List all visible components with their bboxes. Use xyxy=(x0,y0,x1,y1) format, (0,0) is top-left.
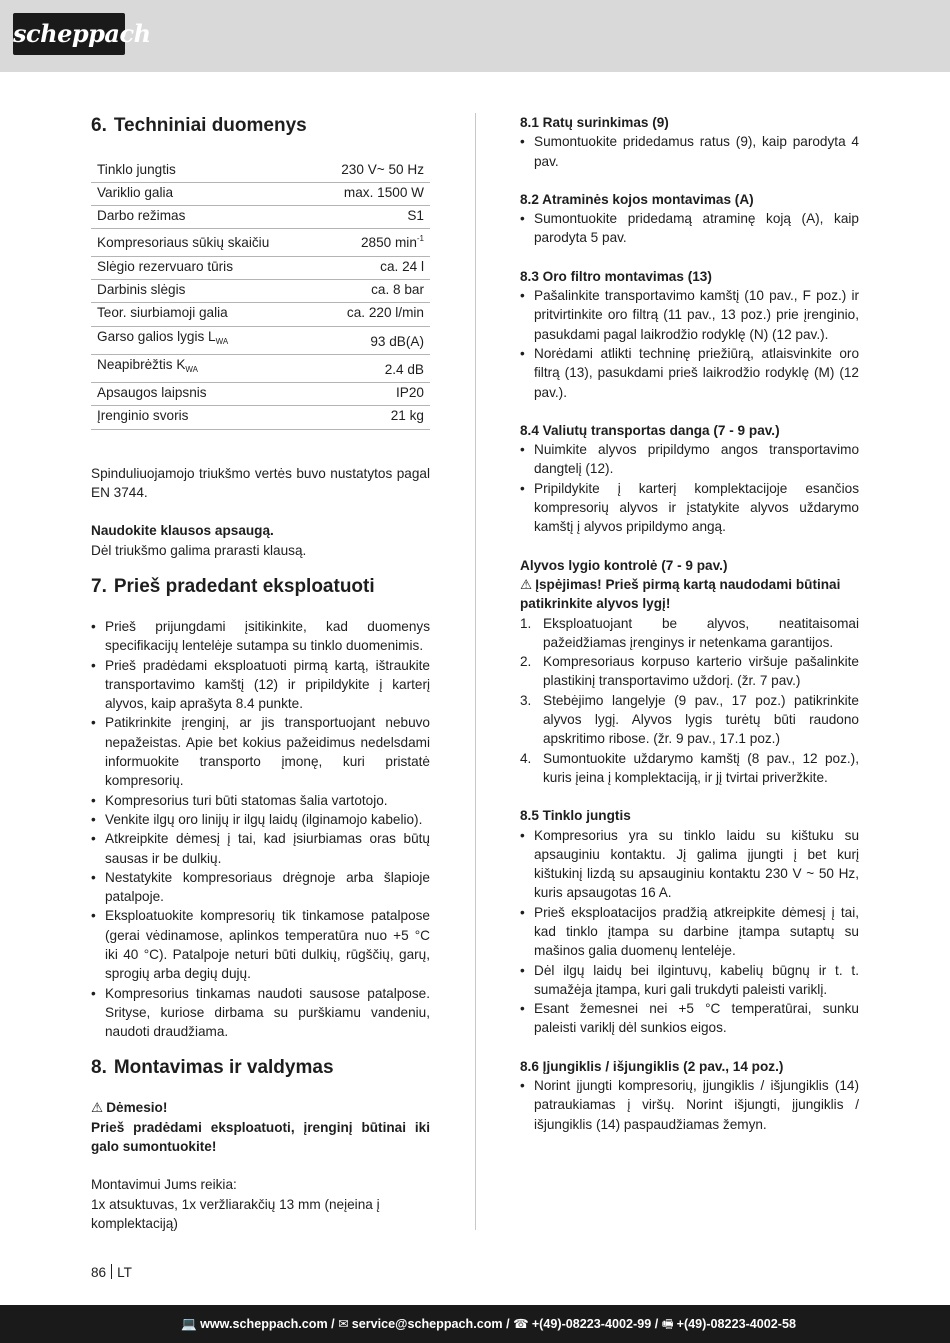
numbered-item: 1. Eksploatuojant be alyvos, neatitaisomai pažeidžiamas įrenginys ir netenkama garantijos. xyxy=(520,615,859,650)
email-link[interactable]: service@scheppach.com xyxy=(351,1317,503,1331)
list-item: • Kompresorius tinkamas naudoti sausose patalpose. Srityse, kuriose dirbama su purškiamu vandeniu, naudoti draudžiama. xyxy=(91,984,430,1042)
scheppach-logo: scheppach xyxy=(13,13,125,55)
spec-label: Variklio galia xyxy=(91,182,315,205)
spec-label: Darbo režimas xyxy=(91,206,315,229)
spec-label: Kompresoriaus sūkių skaičiu xyxy=(91,229,315,256)
section-8-1-list xyxy=(520,132,859,171)
list-item: • Atkreipkite dėmesį į tai, kad įsiurbiamas oras būtų sausas ir be dulkių. xyxy=(91,829,430,868)
list-item: • Sumontuokite pridedamą atraminę koją (A), kaip parodyta 5 pav. xyxy=(520,209,859,248)
spec-label: Tinklo jungtis xyxy=(91,159,315,182)
table-row xyxy=(91,406,430,429)
page-separator xyxy=(111,1264,112,1279)
table-row xyxy=(91,326,430,354)
spec-label: Apsaugos laipsnis xyxy=(91,383,315,406)
list-item: • Kompresorius turi būti statomas šalia vartotojo. xyxy=(91,791,430,810)
table-row xyxy=(91,229,430,256)
oil-level-steps xyxy=(520,614,859,788)
phone-icon: ☎ xyxy=(513,1317,529,1331)
tools-text: 1x atsuktuvas, 1x veržliarakčių 13 mm (neįeina į komplektaciją) xyxy=(91,1196,380,1231)
list-item: • Pripildykite į karterį komplektacijoje esančios kompresorių alyvos ir įstatykite alyvos uždarymo kamštį į alyvos pripildymo angą. xyxy=(520,479,859,537)
table-row xyxy=(91,279,430,302)
list-item: • Kompresorius yra su tinklo laidu su kištuku su apsauginiu kontaktu. Jį galima įjungti į bet kurį kištukinį lizdą su apsauginiu kontaktu 230 V ~ 50 Hz, kuris apsaugotas 16 A. xyxy=(520,826,859,903)
spec-value: S1 xyxy=(315,206,430,229)
list-item: • Dėl ilgų laidų bei ilgintuvų, kabelių būgnų ir t. t. sumažėja įtampa, kuri gali trukdyti paleisti variklį. xyxy=(520,961,859,1000)
table-row xyxy=(91,182,430,205)
page-header xyxy=(0,0,950,72)
section-8-4-heading: 8.4 Valiutų transportas danga (7 - 9 pav.) xyxy=(520,422,780,438)
list-item: • Nestatykite kompresoriaus drėgnoje arba šlapioje patalpoje. xyxy=(91,868,430,907)
table-row xyxy=(91,383,430,406)
section-8-heading: 8. Montavimas ir valdymas xyxy=(91,1057,334,1079)
list-item: • Nuimkite alyvos pripildymo angos transportavimo dangtelį (12). xyxy=(520,440,859,479)
oil-level-heading: Alyvos lygio kontrolė (7 - 9 pav.) xyxy=(520,557,728,573)
warning-icon: ⚠ xyxy=(91,1100,104,1116)
website-link[interactable]: www.scheppach.com xyxy=(200,1317,328,1331)
spec-value: 2.4 dB xyxy=(315,354,430,382)
attention-heading: ⚠ Dėmesio! xyxy=(91,1098,430,1117)
list-item: • Norint įjungti kompresorių, įjungiklis / išjungiklis (14) patraukiamas į viršų. Norint išjungti, įjungiklis / išjungiklis (14) paspaudžiamas žemyn. xyxy=(520,1076,859,1134)
list-item: • Prieš eksploatacijos pradžią atkreipkite dėmesį į tai, kad tinklo įtampa su darbine įtampa sutaptų su mašinos galia duomenų lentelėje. xyxy=(520,903,859,961)
spec-value: 21 kg xyxy=(315,406,430,429)
attention-text: Prieš pradėdami eksploatuoti, įrenginį būtinai iki galo sumontuokite! xyxy=(91,1119,430,1155)
spec-value: ca. 220 l/min xyxy=(315,303,430,326)
spec-value: 230 V~ 50 Hz xyxy=(315,159,430,182)
ear-protection-heading: Naudokite klausos apsaugą. xyxy=(91,523,274,539)
list-item: • Eksploatuokite kompresorių tik tinkamose patalpose (gerai vėdinamose, aplinkos temperatūra nuo +5 °C iki 40 °C). Patalpoje neturi būti dulkių, rūgščių, garų, sprogių arba degių dujų. xyxy=(91,906,430,983)
list-item: • Sumontuokite pridedamus ratus (9), kaip parodyta 4 pav. xyxy=(520,132,859,171)
section-8-6-list xyxy=(520,1076,859,1134)
left-column xyxy=(91,113,430,1233)
section-8-3-list xyxy=(520,286,859,402)
spec-label: Darbinis slėgis xyxy=(91,279,315,302)
numbered-item: 4. Sumontuokite uždarymo kamštį (8 pav., 12 poz.), kuris įeina į komplektaciją, ir jį tvirtai priveržkite. xyxy=(520,750,859,785)
section-8-6-heading: 8.6 Įjungiklis / išjungiklis (2 pav., 14 poz.) xyxy=(520,1058,784,1074)
spec-label: Teor. siurbiamoji galia xyxy=(91,303,315,326)
section-7-list xyxy=(91,617,430,1042)
spec-value: IP20 xyxy=(315,383,430,406)
noise-note: Spinduliuojamojo triukšmo vertės buvo nustatytos pagal EN 3744. xyxy=(91,465,430,501)
technical-data-table xyxy=(91,159,430,430)
list-item: • Venkite ilgų oro linijų ir ilgų laidų (ilginamojo kabelio). xyxy=(91,810,430,829)
list-item: • Prieš pradėdami eksploatuoti pirmą kartą, ištraukite transportavimo kamštį (12) ir pripildykite į karterį alyvos, kaip aprašyta 8.4 punkte. xyxy=(91,656,430,714)
section-8-3-heading: 8.3 Oro filtro montavimas (13) xyxy=(520,268,712,284)
fax-icon: 🖷 xyxy=(661,1317,674,1331)
spec-value: 93 dB(A) xyxy=(315,326,430,354)
table-row xyxy=(91,354,430,382)
mail-icon: ✉ xyxy=(338,1317,349,1331)
list-item: • Esant žemesnei nei +5 °C temperatūrai, sunku paleisti variklį dėl sunkios eigos. xyxy=(520,999,859,1038)
warning-icon: ⚠ xyxy=(520,576,533,592)
right-column xyxy=(520,113,859,1134)
numbered-item: 3. Stebėjimo langelyje (9 pav., 17 poz.) patikrinkite alyvos lygį. Alyvos lygis turėtų būti raudono apskritimo ribose. (žr. 9 pav., 17.1 poz.) xyxy=(520,692,859,747)
section-8-5-list xyxy=(520,826,859,1038)
table-row xyxy=(91,303,430,326)
table-row xyxy=(91,159,430,182)
spec-label: Slėgio rezervuaro tūris xyxy=(91,256,315,279)
list-item: • Patikrinkite įrenginį, ar jis transportuojant nebuvo nepažeistas. Apie bet kokius pažeidimus nedelsdami informuokite transporto įmonę, kuri pristatė kompresorių. xyxy=(91,713,430,790)
section-8-2-heading: 8.2 Atraminės kojos montavimas (A) xyxy=(520,191,754,207)
list-item: • Prieš prijungdami įsitikinkite, kad duomenys specifikacijų lentelėje sutampa su tinklo duomenimis. xyxy=(91,617,430,656)
spec-value: ca. 24 l xyxy=(315,256,430,279)
section-7-heading: 7. Prieš pradedant eksploatuoti xyxy=(91,575,375,597)
spec-value: max. 1500 W xyxy=(315,182,430,205)
oil-warning: ⚠ Įspėjimas! Prieš pirmą kartą naudodami būtinai patikrinkite alyvos lygį! xyxy=(520,576,841,612)
numbered-item: 2. Kompresoriaus korpuso karterio viršuje pašalinkite plastikinį transportavimo uždorį. (žr. 7 pav.) xyxy=(520,654,859,689)
fax-number: +(49)-08223-4002-58 xyxy=(676,1317,796,1331)
spec-label: Įrenginio svoris xyxy=(91,406,315,429)
section-8-1-heading: 8.1 Ratų surinkimas (9) xyxy=(520,115,669,130)
column-divider xyxy=(475,113,476,1230)
phone-number[interactable]: +(49)-08223-4002-99 xyxy=(531,1317,652,1331)
page-footer: 💻 www.scheppach.com / ✉ service@scheppach.com / ☎ +(49)-08223-4002-99 / 🖷 +(49)-08223-4002-58 xyxy=(0,1305,950,1343)
ear-protection-text: Dėl triukšmo galima prarasti klausą. xyxy=(91,542,307,558)
spec-value: 2850 $\min^{-1}$ xyxy=(315,229,430,256)
list-item: • Pašalinkite transportavimo kamštį (10 pav., F poz.) ir pritvirtinkite oro filtrą (11 pav., 13 poz.) prie įrenginio, pasukdami pagal laikrodžio rodyklę (N) (12 pav.). xyxy=(520,286,859,344)
page-number: 86 LT xyxy=(91,1265,132,1280)
spec-label: Neapibrėžtis $K_{WA}$ xyxy=(91,354,315,382)
section-6-heading: 6. Techniniai duomenys xyxy=(91,115,307,136)
table-row xyxy=(91,256,430,279)
section-8-4-list xyxy=(520,440,859,536)
list-item: • Norėdami atlikti techninę priežiūrą, atlaisvinkite oro filtrą (13), pasukdami prieš laikrodžio rodyklę (M) (12 pav.). xyxy=(520,344,859,402)
computer-icon: 💻 xyxy=(181,1317,198,1331)
table-row xyxy=(91,206,430,229)
tools-intro: Montavimui Jums reikia: xyxy=(91,1177,237,1193)
spec-label: Garso galios lygis $L_{WA}$ xyxy=(91,326,315,354)
spec-value: ca. 8 bar xyxy=(315,279,430,302)
section-8-5-heading: 8.5 Tinklo jungtis xyxy=(520,808,631,824)
section-8-2-list xyxy=(520,209,859,248)
